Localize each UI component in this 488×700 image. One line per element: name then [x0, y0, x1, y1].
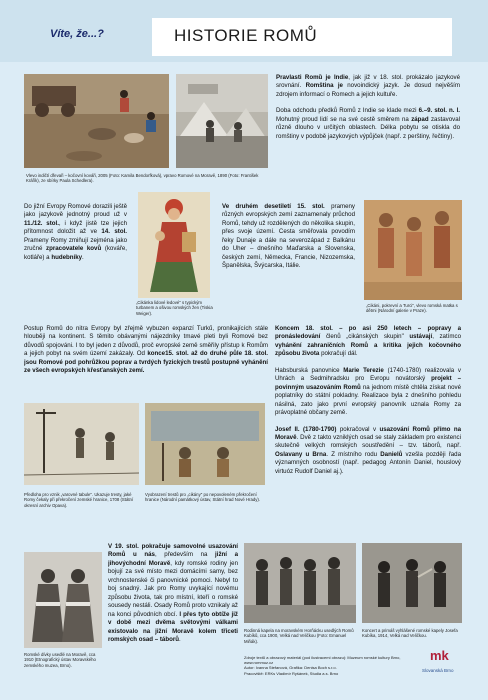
photo-family-band — [244, 543, 356, 623]
section-south-europe-text: Do jižní Evropy Romové dorazili ještě jako jazykově jednotný proud už v 11./12. stol., i když jistě tze jejich přítomnost doložit až ve 14. stol. Prameny Romy zmiňují zejména jako zručné zpracovatele kovů (kováře, kotláře) a hudebníky. — [24, 203, 127, 261]
section-expulsion-text: Postup Romů do nitra Evropy byl zřejmě vybuzen expanzí Turků, pronikajících stále hlouběji na kontinent. S těmito obávanými nájezdníky tmavé pleti byli Romové bez důvodů spojováni. I to byl jeden z důvodů, proč evropské země směřily přístup k Romům a jejich pobyt na svém území zakázaly. Od konce15. stol. až do druhé půle 18. stol. jsou Romové pod pohrůžkou poprav a tvrdých fyzických trestů postupně vyhánění ze všech evropských křesťanských zemí. — [24, 325, 268, 375]
header-kicker: Víte, že...? — [50, 28, 104, 40]
brand-logo: Slovanská Brno — [422, 668, 454, 673]
section-15th-century-text: Ve druhém desetiletí 15. stol. prameny různých evropských zemí zaznamenaly průchod Romů, tehdy už rozdělených do několika skupin, přes svoje území. Cesta směřovala povodím řeky Dunaje a dále na severozápad z Balkánu do Uher – dnešního Maďarska a Slovenska, českých zemí, Německa, Francie, Nizozemska, Španělska, Švýcarska, Itálie. — [222, 203, 355, 270]
caption-photo-4: „Cikáni, pokrevní a Turci", vlevo romská matka s dětmi (Národní galerie v Praze). — [366, 303, 458, 314]
caption-photo-6: Vyobrazení trestů pro „cikány" po nepovoleném překročení hranice (Národní památkový ústav, Státní hrad Nové Hrady). — [145, 492, 261, 503]
photo-gypsy-woman-turban — [138, 192, 210, 298]
photo-punishment-image — [145, 403, 265, 485]
caption-photo-8: Rodinná kapela na moravském Horňácku usedlých Romů Kubíků, cca 1900, Velká nad Veličkou (Foto: Emanuel Miňák). — [244, 628, 354, 644]
section-18th-century-text: Koncem 18. stol. – po asi 250 letech – popravy a pronásledování členů „cikánských skupin" ustávají, zatímco vyhánění zahraničních Romů a kritika jejich kočovného způsobu života pokračují dál. Habsburská panovnice Marie Terezie (1740-1780) realizovala v Uhrách a Sedmihradsku pro Evropu novátorský projekt – povinným usazováním Romů na jednom místě chtěla získat nové poplatníky do státní pokladny. Realizace byla z dnešního pohledu násilná, zato jako první evropský panovník uznala Romy za právoplatné občany země. Josef II. (1780-1790) pokračoval v usazování Romů přímo na Moravě. Dvě z takto vzniklých osad se staly základem pro existenci skutečně velkých romských soustředění – tzv. táborů, např. Oslavany u Brna. Z místního rodu Danielů vzešla později řada významných osobností (např. pedagog Antonín Daniel, houslový virtuóz Rudolf Daniel aj.). — [275, 325, 461, 475]
page-title: HISTORIE ROMŮ — [174, 26, 318, 45]
caption-photo-3: „Cikánka lidové ledové" s typickým turbanem a ošivou romských žen (Tiskia Weiger). — [136, 300, 213, 316]
caption-photo-7: Romské dívky usedlé na Moravě, cca 1910 (Etnografický ústav Moravského zemského muzea, Brno). — [24, 652, 96, 668]
photo-roma-girls — [24, 552, 102, 648]
caption-photo-5: Předloha pro vznik „varovné tabule". Ukazuje tresty, jaké Romy čekaly při překročení zemské hranice, 1708 (Státní okresní archiv Opava). — [24, 492, 134, 508]
caption-photo-9: Koncert a primáš vyhlášené romské kapely Josefa Kubíka, 1914, Velká nad Veličkou. — [362, 628, 458, 639]
section-origins-text: Pravlasti Romů je Indie, jak již v 18. stol. prokázalo jazykové srovnání. Romština je novoindický jazyk. Je dosud nejvěším zdrojem informací o Romech a jejich kultuře. Doba odchodu předků Romů z Indie se klade mezi 6.–9. stol. n. l. Mohutný proud lidí se na své cestě směrem na západ zastavoval různě dlouho v určitých oblastech. Délka pobytu se otiskla do romštiny v podobě jazykových výpůjček (např. z perštiny, řečtiny). — [276, 74, 460, 140]
photo-indian-smiths — [24, 74, 169, 168]
photo-kubik-band-concert — [362, 543, 462, 623]
footer-credits: Zdroje textů a obrazový materiál (pod ilustracemi obrazu): Muzeum romské kultury Brno, www.rommuz.cz Autor: Ivanna Stefanová, Grafika: Denisa Boch s.r.o. Pracoviště: ERKs Vladimír Ryšánek, Studia a.s. Brno — [244, 655, 401, 676]
photo-roma-moravia-1890 — [176, 74, 268, 168]
photo-fresco-gypsies-turks — [364, 200, 462, 300]
section-19th-century-text: V 19. stol. pokračuje samovolné usazování Romů u nás, především na jižní a jihovýchodní Moravě, kdy romské rodiny jen bojují za své místo mezi domácími samy, bez vrchnostenské či panovnické pomoci. Nebyl to boj snadný. Jak pro Romy uvykající novému způsobu života, tak pro místní, kteří o romské sousedy nestáli. Osady Romů proto vznikaly až na konci původních obcí. I přes tyto obtíže již v době mezi dvěma světovými válkami existovalo na jižní Moravě kolem třiceti romských osad – táborů. — [108, 543, 238, 643]
mk-logo: mk — [430, 648, 449, 663]
caption-photo-1: Vlevo indičtí dřevaři – kočovní kováři, 2005 (Foto: Kamila Bendorfková), vpravo Romové na Moravě, 1890 (Foto: František Kráľík), ze sbírky Paula Schedlera). — [26, 173, 259, 184]
photo-warning-sign-print — [24, 403, 139, 485]
